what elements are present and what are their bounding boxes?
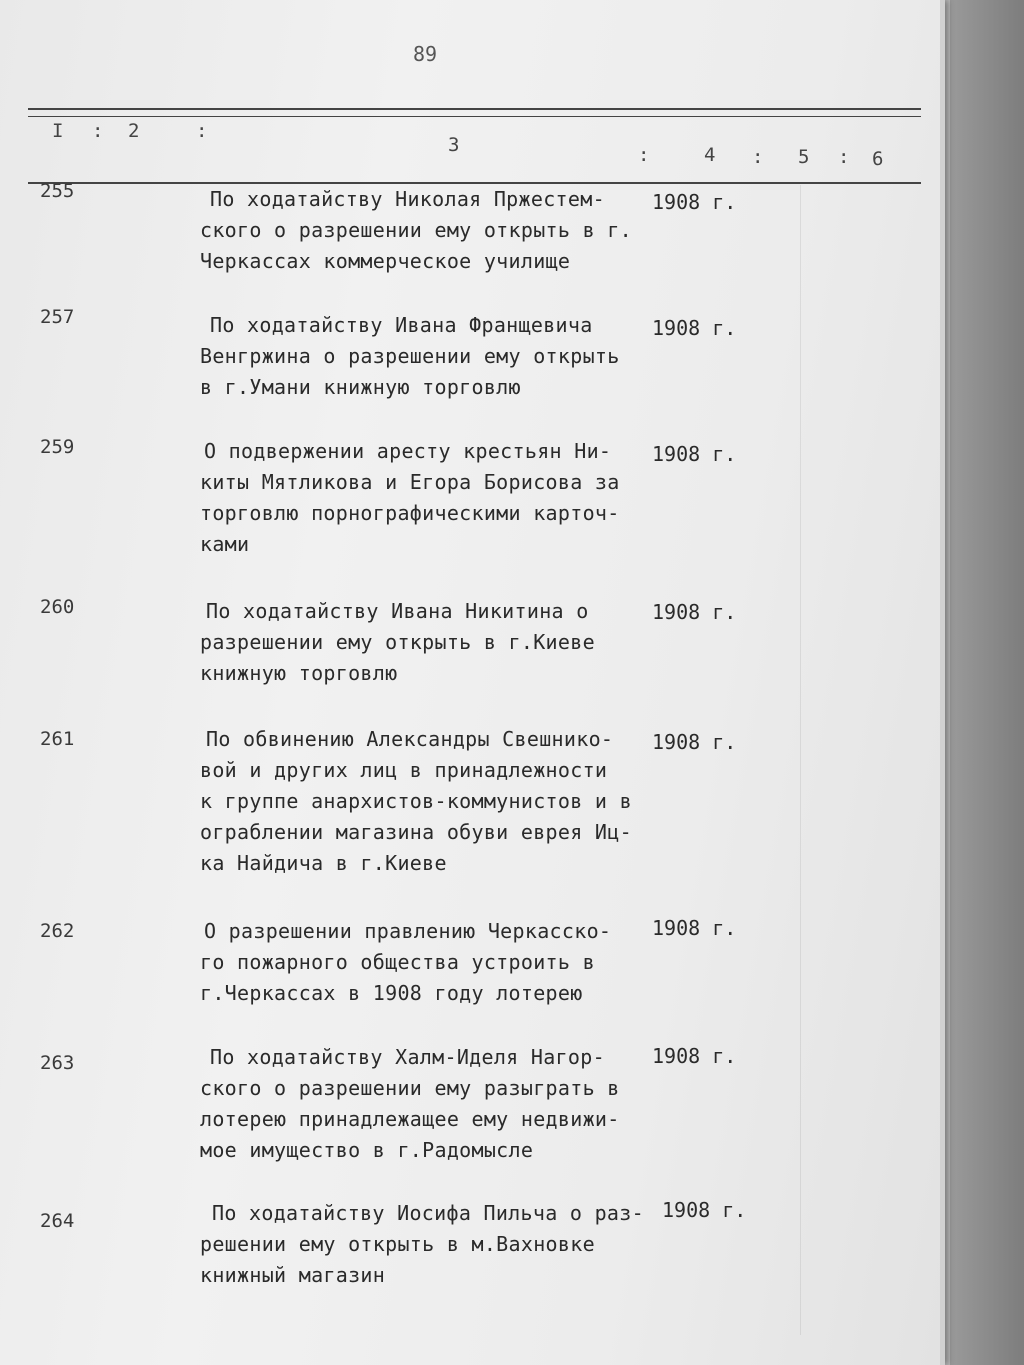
column-separator: : — [838, 146, 850, 168]
entry-description — [200, 1198, 670, 1291]
entry-line: Черкассах коммерческое училище — [200, 249, 571, 273]
entry-number: 264 — [40, 1210, 75, 1232]
entry-line: По ходатайству Ивана Франщевича — [210, 313, 593, 337]
entry-description — [200, 596, 660, 689]
column-separator: : — [196, 120, 208, 142]
entry-description — [200, 916, 660, 1009]
background-right — [950, 0, 1024, 1365]
entry-number: 260 — [40, 596, 75, 618]
entry-line: О разрешении правлению Черкасско- — [204, 919, 612, 943]
entry-number: 262 — [40, 920, 75, 942]
entry-number: 261 — [40, 728, 75, 750]
column-separator: : — [752, 146, 764, 168]
column-guide — [800, 185, 801, 1335]
sheet-edge — [940, 0, 945, 1365]
page-number: 89 — [412, 42, 438, 66]
entry-line: го пожарного общества устроить в — [200, 950, 595, 974]
entry-line: лотерею принадлежащее ему недвижи- — [200, 1107, 620, 1131]
entry-year: 1908 г. — [652, 600, 737, 624]
entry-line: ка Найдича в г.Киеве — [200, 851, 447, 875]
entry-description — [200, 724, 660, 879]
entry-year: 1908 г. — [652, 190, 737, 214]
column-separator: : — [638, 144, 650, 166]
entry-line: ками — [200, 532, 250, 556]
column-header-5: 5 — [798, 146, 810, 168]
entry-line: О подвержении аресту крестьян Ни- — [204, 439, 612, 463]
entry-year: 1908 г. — [652, 316, 737, 340]
entry-line: г.Черкассах в 1908 году лотерею — [200, 981, 583, 1005]
entry-line: По ходатайству Иосифа Пильча о раз- — [212, 1201, 644, 1225]
entry-description — [200, 310, 660, 403]
entry-description — [200, 436, 660, 560]
entry-year: 1908 г. — [662, 1198, 747, 1222]
entry-line: мое имущество в г.Радомысле — [200, 1138, 534, 1162]
entry-line: торговлю порнографическими карточ- — [200, 501, 620, 525]
entry-description — [200, 1042, 660, 1166]
entry-line: Венгржина о разрешении ему открыть — [200, 344, 620, 368]
header-rule-top — [28, 108, 921, 110]
entry-number: 257 — [40, 306, 75, 328]
entry-line: решении ему открыть в м.Вахновке — [200, 1232, 595, 1256]
entry-line: По ходатайству Ивана Никитина о — [206, 599, 589, 623]
entry-year: 1908 г. — [652, 730, 737, 754]
entry-line: ограблении магазина обуви еврея Иц- — [200, 820, 632, 844]
column-header-6: 6 — [872, 148, 884, 170]
column-header-row — [0, 120, 945, 170]
entry-number: 259 — [40, 436, 75, 458]
entry-line: вой и других лиц в принадлежности — [200, 758, 608, 782]
entry-line: к группе анархистов-коммунистов и в — [200, 789, 632, 813]
entry-year: 1908 г. — [652, 442, 737, 466]
entry-line: киты Мятликова и Егора Борисова за — [200, 470, 620, 494]
column-header-4: 4 — [704, 144, 716, 166]
entry-line: ского о разрешении ему разыграть в — [200, 1076, 620, 1100]
column-header-3: 3 — [448, 134, 460, 156]
column-separator: : — [92, 120, 104, 142]
entry-line: книжный магазин — [200, 1263, 386, 1287]
column-header-1: I — [52, 120, 64, 142]
entry-line: разрешении ему открыть в г.Киеве — [200, 630, 595, 654]
entry-line: По ходатайству Николая Пржестем- — [210, 187, 605, 211]
entry-line: По ходатайству Халм-Иделя Нагор- — [210, 1045, 605, 1069]
entry-number: 263 — [40, 1052, 75, 1074]
entry-line: ского о разрешении ему открыть в г. — [200, 218, 632, 242]
column-header-2: 2 — [128, 120, 140, 142]
entry-year: 1908 г. — [652, 1044, 737, 1068]
entry-line: По обвинению Александры Свешнико- — [206, 727, 614, 751]
entry-line: книжную торговлю — [200, 661, 398, 685]
entry-description — [200, 184, 660, 277]
entry-year: 1908 г. — [652, 916, 737, 940]
entry-number: 255 — [40, 180, 75, 202]
entry-line: в г.Умани книжную торговлю — [200, 375, 521, 399]
header-rule-top-inner — [28, 116, 921, 117]
